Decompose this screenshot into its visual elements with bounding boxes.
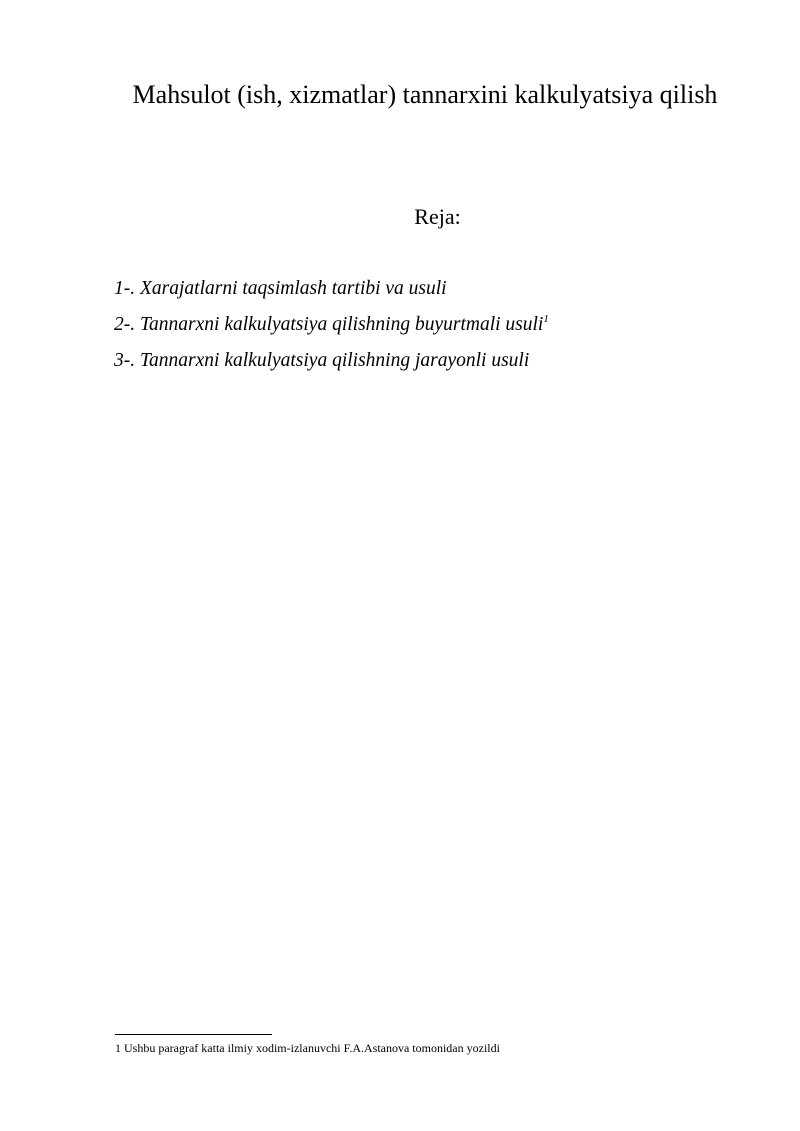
plan-list xyxy=(114,276,549,384)
footnote-reference[interactable]: 1 xyxy=(543,312,549,325)
plan-item xyxy=(114,348,549,384)
footnote-text: Ushbu paragraf katta ilmiy xodim-izlanuvchi F.A.Astanova tomonidan yozildi xyxy=(124,1041,500,1055)
plan-item xyxy=(114,312,549,348)
document-title: Mahsulot (ish, xizmatlar) tannarxini kalkulyatsiya qilish xyxy=(132,80,718,109)
footnote xyxy=(115,1040,500,1056)
footnote-number: 1 xyxy=(115,1041,121,1055)
plan-item-text: 1-. Xarajatlarni taqsimlash tartibi va usuli xyxy=(114,278,447,299)
plan-heading: Reja: xyxy=(414,204,461,229)
plan-item xyxy=(114,276,549,312)
plan-item-text: 3-. Tannarxni kalkulyatsiya qilishning jarayonli usuli xyxy=(114,350,530,371)
plan-item-text: 2-. Tannarxni kalkulyatsiya qilishning buyurtmali usuli xyxy=(114,314,544,335)
footnote-separator xyxy=(115,1034,272,1035)
